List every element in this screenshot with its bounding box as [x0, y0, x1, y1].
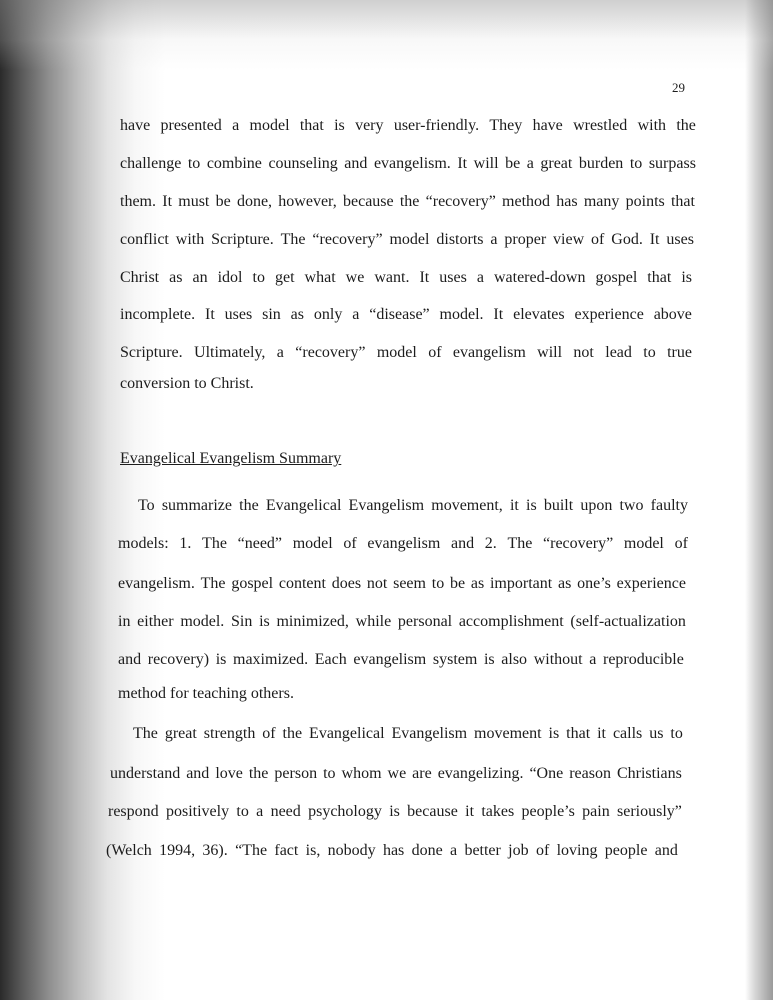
- word: “disease”: [369, 306, 430, 323]
- word: points: [625, 193, 665, 210]
- word: conflict: [120, 231, 169, 248]
- word: and: [186, 765, 210, 782]
- word: and: [654, 842, 678, 859]
- word: that: [299, 117, 324, 134]
- word: many: [583, 193, 620, 210]
- word: one’s: [577, 575, 611, 592]
- text-line: [118, 610, 686, 634]
- word: and: [450, 535, 475, 552]
- word: built: [543, 497, 574, 514]
- word: is: [215, 651, 227, 668]
- word: is: [526, 497, 537, 514]
- text-line: [138, 494, 688, 518]
- word: has: [556, 193, 578, 210]
- word: that: [647, 269, 672, 286]
- word: “One: [529, 765, 564, 782]
- text-line: [120, 266, 692, 290]
- text-line: [120, 341, 692, 365]
- word: it: [465, 803, 475, 820]
- word: of: [262, 725, 276, 742]
- word: the: [399, 193, 420, 210]
- text-line: [106, 839, 678, 863]
- word: of: [674, 535, 688, 552]
- word: people: [604, 842, 648, 859]
- word: very: [355, 117, 384, 134]
- word: as: [470, 575, 485, 592]
- word: faulty: [650, 497, 688, 514]
- word: uses: [224, 306, 253, 323]
- word: summarize: [161, 497, 233, 514]
- word: to: [236, 803, 249, 820]
- word: to: [187, 155, 201, 172]
- word: maximized.: [233, 651, 309, 668]
- word: want.: [374, 269, 410, 286]
- word: It: [419, 269, 430, 286]
- word: combine: [206, 155, 262, 172]
- word: strength: [203, 725, 256, 742]
- word: model: [249, 117, 290, 134]
- word: It: [649, 231, 660, 248]
- word: because: [342, 193, 394, 210]
- word: Christ: [120, 269, 160, 286]
- word: a: [352, 306, 360, 323]
- word: Ultimately,: [194, 344, 266, 361]
- word: with: [175, 231, 205, 248]
- word: respond: [108, 803, 159, 820]
- word: accomplishment: [458, 613, 564, 630]
- word: loving: [556, 842, 598, 859]
- word: better: [464, 842, 501, 859]
- word: person: [274, 765, 318, 782]
- word: a: [589, 651, 597, 668]
- word: of: [428, 344, 442, 361]
- word: (self-actualization: [570, 613, 686, 630]
- word: The: [280, 231, 306, 248]
- word: “recovery”: [295, 344, 366, 361]
- word: is: [389, 803, 400, 820]
- text-line: [110, 762, 682, 786]
- word: experience: [616, 575, 686, 592]
- word: evangelism: [367, 535, 441, 552]
- word: “recovery”: [425, 193, 496, 210]
- word: personal: [397, 613, 453, 630]
- section-heading: Evangelical Evangelism Summary: [120, 450, 342, 467]
- word: system: [432, 651, 478, 668]
- word: It: [204, 306, 215, 323]
- word: model: [389, 231, 430, 248]
- word: need: [270, 803, 301, 820]
- word: 36).: [202, 842, 228, 859]
- text-line: [133, 722, 683, 746]
- word: to: [643, 344, 656, 361]
- word: done: [411, 842, 443, 859]
- word: evangelism.: [118, 575, 195, 592]
- word: it: [597, 725, 606, 742]
- word: counseling: [268, 155, 338, 172]
- word: that: [670, 193, 695, 210]
- word: is,: [305, 842, 321, 859]
- word: is: [259, 613, 270, 630]
- word: evangelism: [353, 651, 427, 668]
- word: lead: [605, 344, 632, 361]
- text-line: [120, 114, 696, 138]
- word: a: [232, 117, 240, 134]
- word: two: [619, 497, 644, 514]
- word: view: [553, 231, 585, 248]
- word: Scripture.: [211, 231, 274, 248]
- word: model: [376, 344, 417, 361]
- word: to: [431, 575, 445, 592]
- word: Evangelism: [348, 497, 425, 514]
- word: incomplete.: [120, 306, 196, 323]
- word: reproducible: [602, 651, 684, 668]
- word: sin: [262, 306, 281, 323]
- word: model: [623, 535, 664, 552]
- word: to: [629, 155, 643, 172]
- word: understand: [110, 765, 181, 782]
- word: The: [507, 535, 533, 552]
- word: of: [535, 842, 550, 859]
- word: idol: [217, 269, 243, 286]
- word: are: [412, 765, 432, 782]
- word: love: [215, 765, 243, 782]
- word: It: [493, 306, 504, 323]
- word: “recovery”: [312, 231, 383, 248]
- word: It: [457, 155, 468, 172]
- word: we: [345, 269, 365, 286]
- word: seriously”: [617, 803, 682, 820]
- word: recovery): [147, 651, 210, 668]
- word: God.: [611, 231, 643, 248]
- word: the: [248, 765, 269, 782]
- word: movement: [474, 725, 542, 742]
- word: has: [382, 842, 405, 859]
- word: To: [138, 497, 155, 514]
- word: have: [120, 117, 151, 134]
- word: a: [450, 842, 458, 859]
- word: job: [508, 842, 529, 859]
- word: be: [215, 193, 231, 210]
- word: us: [649, 725, 664, 742]
- word: not: [573, 344, 594, 361]
- word: method: [502, 193, 551, 210]
- word: an: [192, 269, 208, 286]
- word: will: [537, 344, 563, 361]
- word: It: [162, 193, 173, 210]
- word: while: [355, 613, 392, 630]
- word: experience: [574, 306, 644, 323]
- word: user-friendly.: [393, 117, 480, 134]
- word: Evangelical: [265, 497, 342, 514]
- word: because: [407, 803, 458, 820]
- word: them.: [120, 193, 156, 210]
- word: wrestled: [573, 117, 628, 134]
- word: gospel: [231, 575, 274, 592]
- word: as: [557, 575, 572, 592]
- word: gospel: [595, 269, 638, 286]
- word: either: [137, 613, 174, 630]
- word: content: [278, 575, 326, 592]
- word: seem: [393, 575, 426, 592]
- word: done,: [236, 193, 273, 210]
- word: models:: [118, 535, 169, 552]
- word: great: [540, 155, 573, 172]
- word: Each: [314, 651, 347, 668]
- word: and: [118, 651, 142, 668]
- word: is: [548, 725, 560, 742]
- word: 2.: [484, 535, 497, 552]
- word: nobody: [327, 842, 376, 859]
- word: psychology: [308, 803, 382, 820]
- word: get: [274, 269, 295, 286]
- word: not: [366, 575, 388, 592]
- word: as: [169, 269, 183, 286]
- word: as: [290, 306, 304, 323]
- word: people’s: [521, 803, 575, 820]
- word: and: [344, 155, 368, 172]
- word: Scripture.: [120, 344, 183, 361]
- word: evangelism: [452, 344, 526, 361]
- word: of: [343, 535, 357, 552]
- word: surpass: [648, 155, 696, 172]
- text-line: [118, 648, 684, 672]
- word: elevates: [513, 306, 565, 323]
- word: The: [200, 575, 226, 592]
- word: model: [292, 535, 333, 552]
- word: to: [670, 725, 683, 742]
- word: a: [490, 231, 498, 248]
- word: takes: [481, 803, 515, 820]
- word: the: [282, 725, 303, 742]
- word: whom: [341, 765, 382, 782]
- word: “recovery”: [543, 535, 614, 552]
- word: will: [473, 155, 499, 172]
- word: “need”: [237, 535, 283, 552]
- word: have: [532, 117, 563, 134]
- word: to: [323, 765, 336, 782]
- text-line: [120, 190, 695, 214]
- word: upon: [580, 497, 613, 514]
- word: above: [653, 306, 692, 323]
- text-line: [108, 800, 682, 824]
- word: Christians: [616, 765, 682, 782]
- word: true: [667, 344, 692, 361]
- word: great: [164, 725, 197, 742]
- word: The: [133, 725, 158, 742]
- word: watered-down: [493, 269, 586, 286]
- word: burden: [578, 155, 624, 172]
- word: a: [476, 269, 484, 286]
- word: movement,: [431, 497, 503, 514]
- word: important: [489, 575, 553, 592]
- text-line: method for teaching others.: [118, 685, 294, 702]
- word: is: [334, 117, 345, 134]
- word: a: [276, 344, 284, 361]
- text-line: [120, 152, 696, 176]
- word: They: [489, 117, 523, 134]
- word: “The: [235, 842, 268, 859]
- word: model.: [180, 613, 225, 630]
- word: minimized,: [276, 613, 349, 630]
- word: fact: [274, 842, 299, 859]
- word: be: [505, 155, 521, 172]
- word: is: [681, 269, 692, 286]
- word: evangelism.: [373, 155, 451, 172]
- word: in: [118, 613, 131, 630]
- word: calls: [612, 725, 643, 742]
- word: challenge: [120, 155, 182, 172]
- word: a: [526, 155, 534, 172]
- word: without: [533, 651, 583, 668]
- word: uses: [666, 231, 694, 248]
- text-line: conversion to Christ.: [120, 375, 254, 392]
- word: presented: [160, 117, 222, 134]
- word: Evangelical: [309, 725, 385, 742]
- page-number: 29: [672, 80, 685, 95]
- text-line: [118, 572, 686, 596]
- word: only: [313, 306, 343, 323]
- word: must: [178, 193, 210, 210]
- word: is: [483, 651, 495, 668]
- word: model.: [439, 306, 484, 323]
- word: that: [566, 725, 591, 742]
- word: what: [304, 269, 336, 286]
- word: evangelizing.: [437, 765, 524, 782]
- word: proper: [504, 231, 547, 248]
- word: the: [239, 497, 259, 514]
- word: reason: [569, 765, 611, 782]
- word: be: [449, 575, 466, 592]
- word: The: [202, 535, 227, 552]
- text-line: [120, 303, 692, 327]
- word: (Welch: [106, 842, 152, 859]
- text-line: [120, 228, 694, 252]
- word: 1994,: [159, 842, 196, 859]
- text-line: [118, 532, 688, 556]
- word: 1.: [179, 535, 192, 552]
- word: it: [509, 497, 519, 514]
- word: pain: [582, 803, 610, 820]
- word: distorts: [436, 231, 484, 248]
- word: Evangelism: [391, 725, 468, 742]
- word: Sin: [231, 613, 253, 630]
- word: a: [256, 803, 264, 820]
- word: positively: [165, 803, 230, 820]
- word: uses: [439, 269, 467, 286]
- word: of: [591, 231, 605, 248]
- word: to: [252, 269, 265, 286]
- word: we: [387, 765, 407, 782]
- word: the: [676, 117, 696, 134]
- word: does: [331, 575, 362, 592]
- word: with: [637, 117, 667, 134]
- word: also: [501, 651, 528, 668]
- word: however,: [278, 193, 337, 210]
